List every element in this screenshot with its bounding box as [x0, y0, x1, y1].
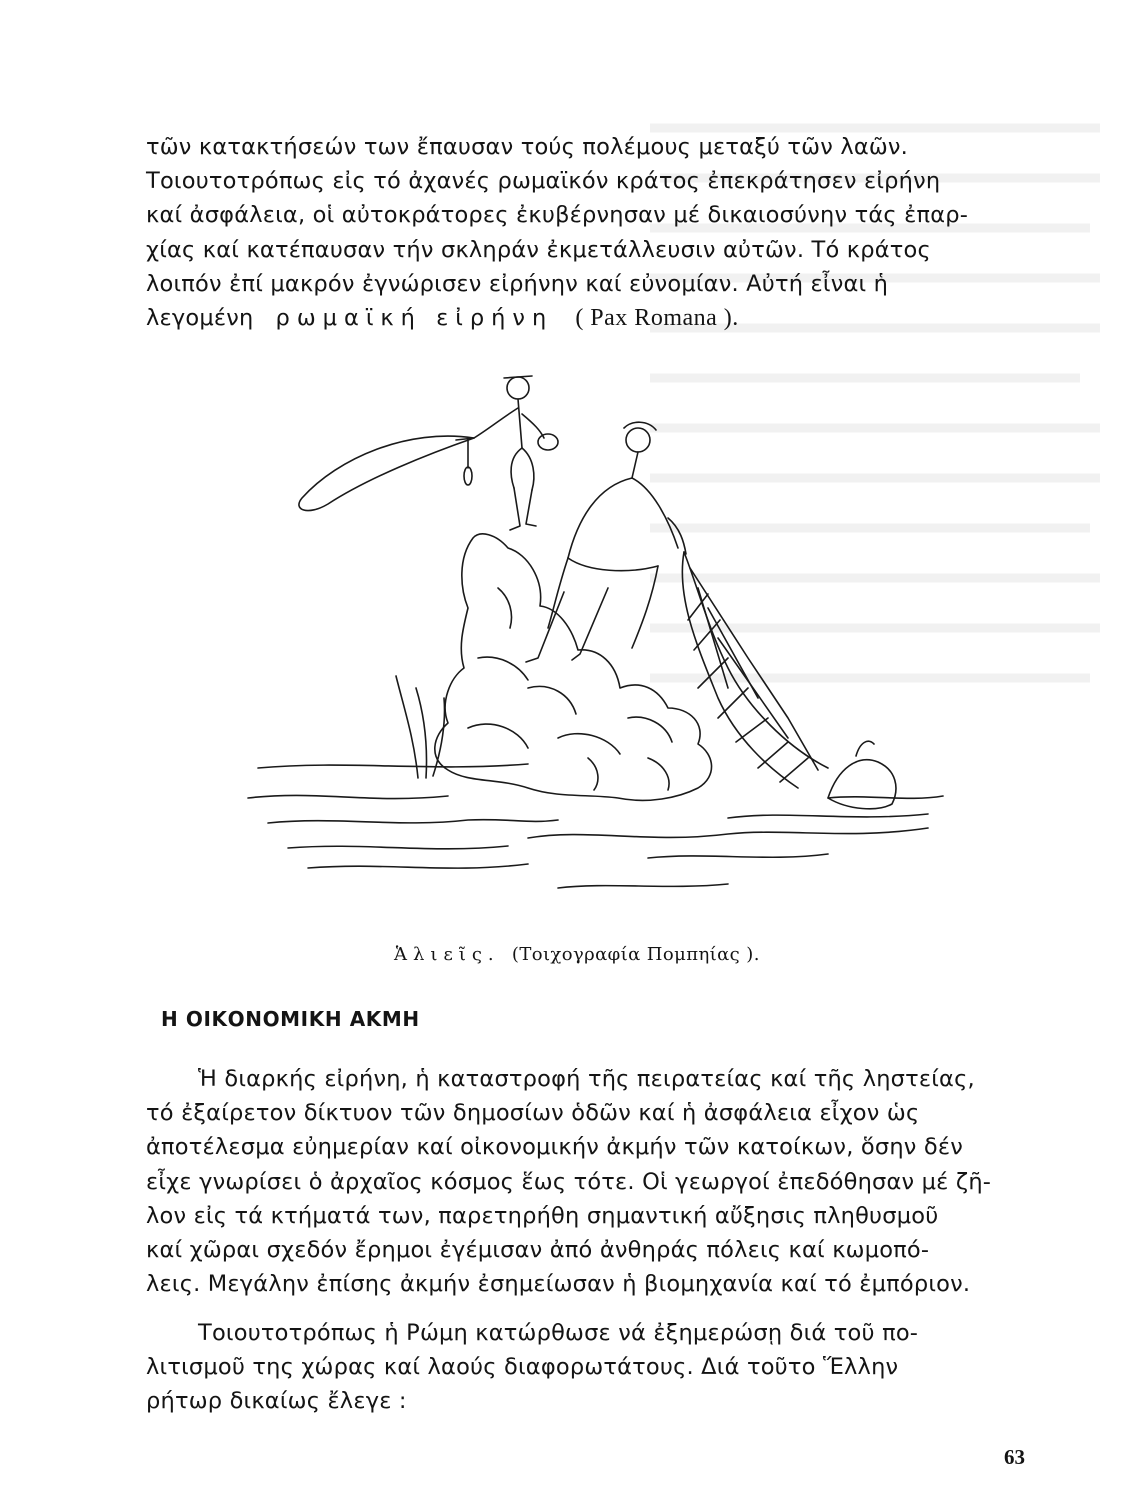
text-line: [146, 301, 1038, 335]
section-heading: Η ΟΙΚΟΝΟΜΙΚΗ ΑΚΜΗ: [161, 1007, 420, 1031]
page-number: 63: [1004, 1445, 1025, 1469]
text-line: ἀποτέλεσμα εὐημερίαν καί οἰκονομικήν ἀκμήν τῶν κατοίκων, ὅσην δέν: [146, 1134, 964, 1161]
fishermen-fresco-illustration: [228, 358, 948, 918]
text-line: χίας καί κατέπαυσαν τήν σκληράν ἐκμετάλλευσιν αὐτῶν. Τό κράτος: [146, 236, 931, 263]
paragraph-civilization: [146, 1316, 1038, 1419]
text-line: λεις. Μεγάλην ἐπίσης ἀκμήν ἐσημείωσαν ἡ βιομηχανία καί τό ἐμπόριον.: [146, 1271, 971, 1298]
text-line: λιτισμοῦ της χώρας καί λαούς διαφορωτάτους. Διά τοῦτο Ἕλλην: [146, 1354, 899, 1381]
caption-title: Ἁλιεῖς.: [394, 944, 500, 965]
text-line: Τοιουτοτρόπως εἰς τό ἀχανές ρωμαϊκόν κράτος ἐπεκράτησεν εἰρήνη: [146, 168, 941, 195]
caption-source: (Τοιχογραφία Πομπηίας ).: [511, 944, 760, 965]
figure-caption: [394, 944, 760, 965]
text-line: ρήτωρ δικαίως ἔλεγε :: [146, 1388, 407, 1415]
text-line: Τοιουτοτρόπως ἡ Ρώμη κατώρθωσε νά ἐξημερώσῃ διά τοῦ πο-: [198, 1320, 919, 1346]
text-fragment: λεγομένη: [146, 305, 254, 332]
text-line: λον εἰς τά κτήματά των, παρετηρήθη σημαντική αὔξησις πληθυσμοῦ: [146, 1202, 939, 1229]
text-line: καί ἀσφάλεια, οἱ αὐτοκράτορες ἐκυβέρνησαν μέ δικαιοσύνην τάς ἐπαρ-: [146, 202, 969, 229]
text-line: καί χῶραι σχεδόν ἔρημοι ἐγέμισαν ἀπό ἀνθηράς πόλεις καί κωμοπό-: [146, 1237, 930, 1264]
paragraph-economic-prosperity: [146, 1062, 1038, 1301]
latin-term: ( Pax Romana ).: [575, 305, 739, 332]
text-line: τῶν κατακτήσεών των ἔπαυσαν τούς πολέμους μεταξύ τῶν λαῶν.: [146, 134, 909, 160]
text-line: εἶχε γνωρίσει ὁ ἀρχαῖος κόσμος ἕως τότε. Οἱ γεωργοί ἐπεδόθησαν μέ ζῆ-: [146, 1168, 992, 1195]
text-line: λοιπόν ἐπί μακρόν ἐγνώρισεν εἰρήνην καί εὐνομίαν. Αὐτή εἶναι ἡ: [146, 270, 889, 297]
emphasized-term: ρωμαϊκή εἰρήνη: [275, 305, 554, 332]
paragraph-pax-romana: [146, 130, 1038, 335]
text-line: τό ἐξαίρετον δίκτυον τῶν δημοσίων ὁδῶν καί ἡ ἀσφάλεια εἶχον ὡς: [146, 1100, 920, 1127]
text-line: Ἡ διαρκής εἰρήνη, ἡ καταστροφή τῆς πειρατείας καί τῆς ληστείας,: [198, 1066, 975, 1092]
